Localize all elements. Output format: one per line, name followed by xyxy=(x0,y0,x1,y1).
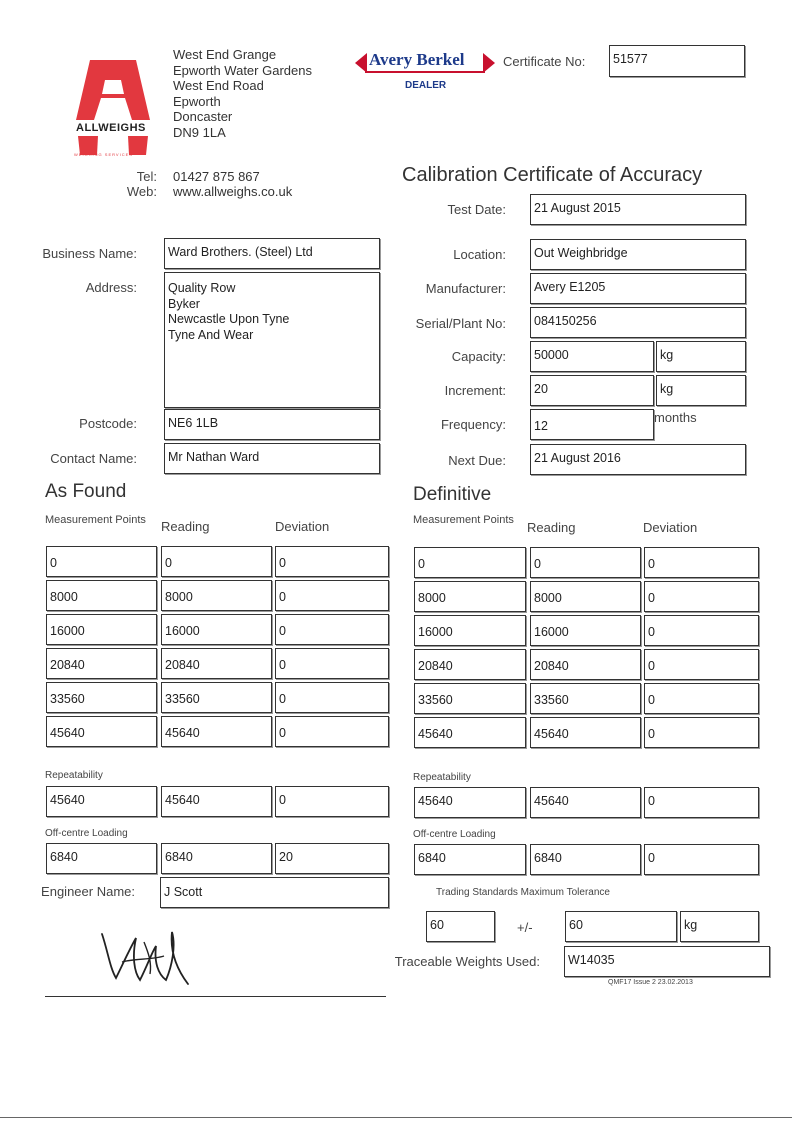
as-found-deviation-cell: 0 xyxy=(275,580,389,611)
definitive-point-cell: 0 xyxy=(414,547,526,578)
as-found-point-cell: 8000 xyxy=(46,580,157,611)
definitive-reading-cell: 45640 xyxy=(530,717,641,748)
location-label: Location: xyxy=(453,247,506,262)
definitive-deviation-cell: 0 xyxy=(644,615,759,646)
company-address xyxy=(173,47,312,140)
definitive-reading-cell: 16000 xyxy=(530,615,641,646)
tolerance-a-field: 60 xyxy=(426,911,495,942)
business-name-field: Ward Brothers. (Steel) Ltd xyxy=(164,238,380,269)
location-field: Out Weighbridge xyxy=(530,239,746,270)
engineer-name-field: J Scott xyxy=(160,877,389,908)
company-name: ALLWEIGHS xyxy=(76,122,146,134)
engineer-signature xyxy=(92,922,202,992)
as-found-deviation-header: Deviation xyxy=(275,519,330,534)
as-found-points-header: Measurement Points xyxy=(45,514,146,526)
company-address-line: Doncaster xyxy=(173,109,233,124)
increment-unit-field: kg xyxy=(656,375,746,406)
company-tagline: WEIGHING SERVICES xyxy=(74,152,133,157)
definitive-point-cell: 33560 xyxy=(414,683,526,714)
dealer-label: DEALER xyxy=(405,80,447,91)
as-found-offcentre-reading: 6840 xyxy=(161,843,272,874)
allweighs-a-icon xyxy=(68,60,158,160)
tolerance-plus-minus: +/- xyxy=(517,920,533,935)
as-found-reading-cell: 0 xyxy=(161,546,272,577)
test-date-label: Test Date: xyxy=(447,202,506,217)
definitive-deviation-header: Deviation xyxy=(643,520,698,535)
page-title: Calibration Certificate of Accuracy xyxy=(402,164,703,186)
address-line: Tyne And Wear xyxy=(168,327,254,342)
as-found-repeat-point: 45640 xyxy=(46,786,157,817)
manufacturer-field: Avery E1205 xyxy=(530,273,746,304)
tel-label: Tel: xyxy=(136,169,157,184)
as-found-title: As Found xyxy=(45,481,127,502)
definitive-repeat-reading: 45640 xyxy=(530,787,641,818)
signature-line xyxy=(45,996,386,997)
capacity-label: Capacity: xyxy=(451,349,506,364)
definitive-reading-cell: 8000 xyxy=(530,581,641,612)
as-found-reading-cell: 33560 xyxy=(161,682,272,713)
definitive-offcentre-point: 6840 xyxy=(414,844,526,875)
allweighs-logo xyxy=(68,60,158,160)
postcode-label: Postcode: xyxy=(79,416,137,431)
definitive-offcentre-deviation: 0 xyxy=(644,844,759,875)
manufacturer-label: Manufacturer: xyxy=(425,281,506,296)
avery-berkel-logo xyxy=(355,50,495,94)
traceable-weights-field: W14035 xyxy=(564,946,770,977)
certificate-no-field: 51577 xyxy=(609,45,745,77)
as-found-point-cell: 45640 xyxy=(46,716,157,747)
bottom-rule xyxy=(0,1117,792,1118)
address-line: Quality Row xyxy=(168,281,236,295)
traceable-weights-label: Traceable Weights Used: xyxy=(394,954,540,969)
as-found-reading-header: Reading xyxy=(161,519,210,534)
capacity-unit-field: kg xyxy=(656,341,746,372)
frequency-field: 12 xyxy=(530,409,654,440)
business-name-label: Business Name: xyxy=(42,246,137,261)
postcode-field: NE6 1LB xyxy=(164,409,380,440)
definitive-point-cell: 16000 xyxy=(414,615,526,646)
definitive-deviation-cell: 0 xyxy=(644,649,759,680)
increment-field: 20 xyxy=(530,375,654,406)
tolerance-label: Trading Standards Maximum Tolerance xyxy=(436,887,610,898)
increment-label: Increment: xyxy=(444,383,506,398)
capacity-field: 50000 xyxy=(530,341,654,372)
address-line: Newcastle Upon Tyne xyxy=(168,312,290,326)
as-found-offcentre-deviation: 20 xyxy=(275,843,389,874)
contact-name-label: Contact Name: xyxy=(50,451,137,466)
definitive-reading-cell: 20840 xyxy=(530,649,641,680)
as-found-deviation-cell: 0 xyxy=(275,716,389,747)
definitive-point-cell: 45640 xyxy=(414,717,526,748)
as-found-reading-cell: 8000 xyxy=(161,580,272,611)
address-line: Byker xyxy=(168,296,200,311)
definitive-offcentre-label: Off-centre Loading xyxy=(413,829,496,840)
as-found-deviation-cell: 0 xyxy=(275,682,389,713)
certificate-no-label: Certificate No: xyxy=(503,54,586,69)
definitive-reading-cell: 0 xyxy=(530,547,641,578)
engineer-name-label: Engineer Name: xyxy=(41,884,135,899)
form-reference: QMF17 Issue 2 23.02.2013 xyxy=(608,979,693,986)
as-found-repeat-reading: 45640 xyxy=(161,786,272,817)
definitive-point-cell: 20840 xyxy=(414,649,526,680)
as-found-point-cell: 16000 xyxy=(46,614,157,645)
company-address-line: Epworth Water Gardens xyxy=(173,62,312,78)
as-found-deviation-cell: 0 xyxy=(275,546,389,577)
as-found-reading-cell: 20840 xyxy=(161,648,272,679)
as-found-deviation-cell: 0 xyxy=(275,614,389,645)
company-address-line: DN9 1LA xyxy=(173,124,226,140)
frequency-unit: months xyxy=(654,410,697,425)
definitive-deviation-cell: 0 xyxy=(644,717,759,748)
as-found-reading-cell: 45640 xyxy=(161,716,272,747)
definitive-title: Definitive xyxy=(413,484,492,505)
company-address-line: West End Grange xyxy=(173,47,277,62)
as-found-point-cell: 33560 xyxy=(46,682,157,713)
avery-berkel-brand: Avery Berkel xyxy=(369,50,465,69)
definitive-points-header: Measurement Points xyxy=(413,514,514,526)
definitive-point-cell: 8000 xyxy=(414,581,526,612)
definitive-reading-cell: 33560 xyxy=(530,683,641,714)
company-address-line: West End Road xyxy=(173,78,264,93)
serial-field: 084150256 xyxy=(530,307,746,338)
definitive-reading-header: Reading xyxy=(527,520,576,535)
as-found-point-cell: 20840 xyxy=(46,648,157,679)
company-address-line: Epworth xyxy=(173,93,221,109)
contact-name-field: Mr Nathan Ward xyxy=(164,443,380,474)
test-date-field: 21 August 2015 xyxy=(530,194,746,225)
definitive-offcentre-reading: 6840 xyxy=(530,844,641,875)
as-found-repeat-deviation: 0 xyxy=(275,786,389,817)
as-found-offcentre-point: 6840 xyxy=(46,843,157,874)
definitive-deviation-cell: 0 xyxy=(644,581,759,612)
as-found-offcentre-label: Off-centre Loading xyxy=(45,828,128,839)
web-label: Web: xyxy=(126,184,157,199)
address-field xyxy=(164,272,380,408)
next-due-label: Next Due: xyxy=(448,453,506,468)
company-web[interactable]: www.allweighs.co.uk xyxy=(173,184,293,199)
definitive-deviation-cell: 0 xyxy=(644,547,759,578)
tolerance-unit-field: kg xyxy=(680,911,759,942)
as-found-point-cell: 0 xyxy=(46,546,157,577)
tolerance-b-field: 60 xyxy=(565,911,677,942)
address-label: Address: xyxy=(85,280,137,295)
as-found-repeatability-label: Repeatability xyxy=(45,770,103,781)
definitive-repeatability-label: Repeatability xyxy=(413,772,471,783)
definitive-deviation-cell: 0 xyxy=(644,683,759,714)
as-found-reading-cell: 16000 xyxy=(161,614,272,645)
as-found-deviation-cell: 0 xyxy=(275,648,389,679)
definitive-repeat-point: 45640 xyxy=(414,787,526,818)
next-due-field: 21 August 2016 xyxy=(530,444,746,475)
frequency-label: Frequency: xyxy=(440,417,506,432)
serial-label: Serial/Plant No: xyxy=(415,316,506,331)
company-tel: 01427 875 867 xyxy=(173,169,260,184)
definitive-repeat-deviation: 0 xyxy=(644,787,759,818)
